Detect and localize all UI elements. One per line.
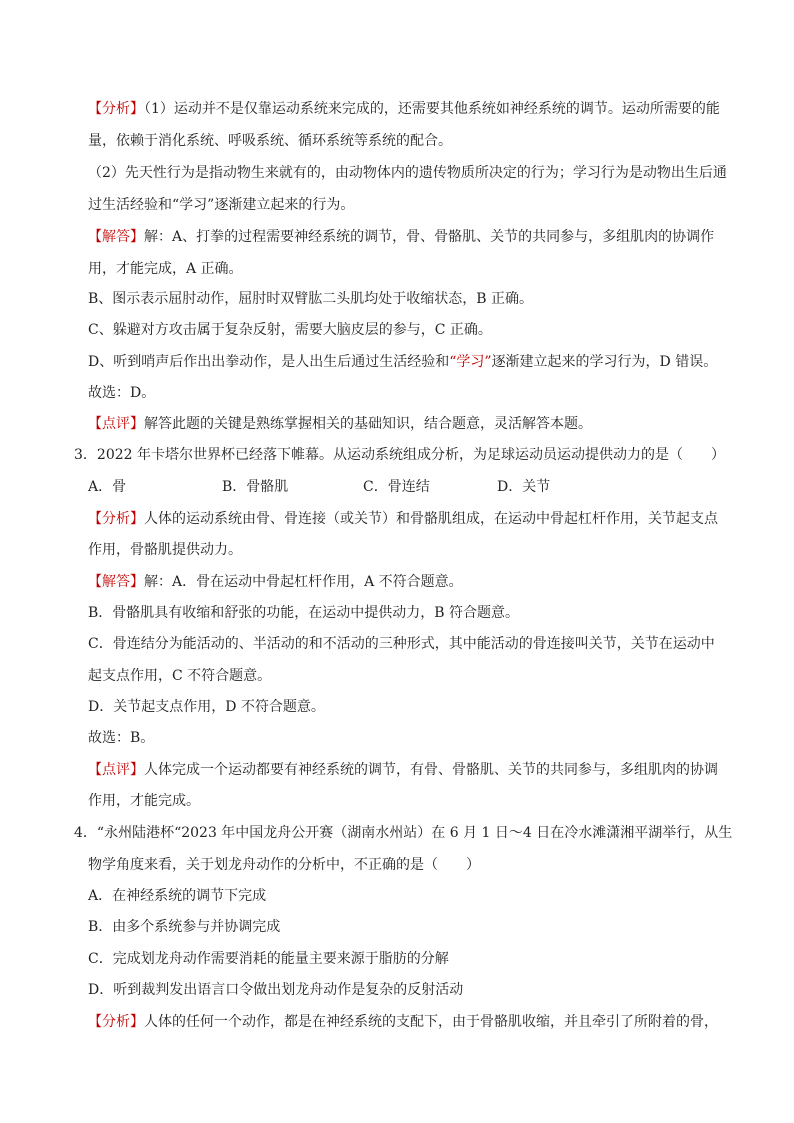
q4-option-b: B．由多个系统参与并协调完成 bbox=[88, 919, 281, 935]
answer-tag: 【解答】 bbox=[88, 229, 144, 245]
q2-analysis-line-4: 过生活经验和“学习”逐渐建立起来的行为。 bbox=[88, 197, 355, 213]
q4-option-d: D．听到裁判发出语言口令做出划龙舟动作是复杂的反射活动 bbox=[88, 982, 464, 998]
q2-answer-text-a1: 解：A、打拳的过程需要神经系统的调节，骨、骨骼肌、关节的共同参与，多组肌肉的协调作 bbox=[144, 229, 715, 245]
answer-tag: 【解答】 bbox=[88, 574, 144, 590]
q2-answer-d-post: 逐渐建立起来的学习行为，D 错误。 bbox=[491, 354, 718, 370]
q3-answer-line-2: B．骨骼肌具有收缩和舒张的功能，在运动中提供动力，B 符合题意。 bbox=[88, 605, 520, 621]
q2-comment-text: 解答此题的关键是熟练掌握相关的基础知识，结合题意，灵活解答本题。 bbox=[144, 416, 592, 432]
comment-tag: 【点评】 bbox=[88, 762, 144, 778]
q3-choose: 故选：B。 bbox=[88, 730, 155, 746]
q3-comment-text-1: 人体完成一个运动都要有神经系统的调节，有骨、骨骼肌、关节的共同参与，多组肌肉的协调 bbox=[144, 762, 718, 778]
analysis-tag: 【分析】 bbox=[88, 1014, 144, 1030]
q2-answer-d-quote: “学习” bbox=[449, 354, 492, 370]
q2-choose: 故选：D。 bbox=[88, 385, 156, 401]
q2-answer-line-2: 用，才能完成，A 正确。 bbox=[88, 261, 243, 277]
q3-analysis-text-1: 人体的运动系统由骨、骨连接（或关节）和骨骼肌组成，在运动中骨起杠杆作用，关节起支点 bbox=[144, 511, 718, 527]
q2-answer-line-3: B、图示表示屈肘动作，屈肘时双臂肱二头肌均处于收缩状态，B 正确。 bbox=[88, 291, 534, 307]
q2-answer-line-5 bbox=[88, 353, 717, 371]
analysis-tag: 【分析】 bbox=[88, 101, 144, 117]
analysis-tag: 【分析】 bbox=[88, 511, 144, 527]
q3-stem: 3．2022 年卡塔尔世界杯已经落下帷幕。从运动系统组成分析，为足球运动员运动提供动力的是（ ） bbox=[74, 447, 725, 463]
q3-analysis-line-1 bbox=[88, 510, 718, 528]
q2-answer-line-4: C、躲避对方攻击属于复杂反射，需要大脑皮层的参与，C 正确。 bbox=[88, 322, 492, 338]
q3-answer-text-a: 解：A．骨在运动中骨起杠杆作用，A 不符合题意。 bbox=[144, 574, 463, 590]
q3-answer-line-4: 起支点作用，C 不符合题意。 bbox=[88, 668, 272, 684]
q3-option-b: B．骨骼肌 bbox=[222, 479, 289, 495]
comment-tag: 【点评】 bbox=[88, 416, 144, 432]
q3-option-a: A．骨 bbox=[88, 479, 127, 495]
q2-analysis-line-2: 量，依赖于消化系统、呼吸系统、循环系统等系统的配合。 bbox=[88, 133, 452, 149]
q2-analysis-text-1a: （1）运动并不是仅靠运动系统来完成的，还需要其他系统如神经系统的调节。运动所需要的能 bbox=[144, 101, 720, 117]
q2-answer-d-pre: D、听到哨声后作出出拳动作，是人出生后通过生活经验和 bbox=[88, 354, 450, 370]
q3-option-c: C．骨连结 bbox=[363, 479, 430, 495]
q3-comment-line-2: 作用，才能完成。 bbox=[88, 793, 200, 809]
q2-comment-line bbox=[88, 415, 592, 433]
q3-analysis-line-2: 作用，骨骼肌提供动力。 bbox=[88, 542, 242, 558]
q3-comment-line-1 bbox=[88, 761, 718, 779]
q3-answer-line-5: D．关节起支点作用，D 不符合题意。 bbox=[88, 699, 325, 715]
q2-analysis-line-1 bbox=[88, 100, 720, 118]
q4-stem-line-1: 4．“永州陆港杯“2023 年中国龙舟公开赛（湖南水州站）在 6 月 1 日～4 日在冷水滩潇湘平湖举行，从生 bbox=[74, 825, 733, 841]
q3-option-d: D．关节 bbox=[497, 479, 551, 495]
q4-analysis-line-1 bbox=[88, 1013, 718, 1031]
q4-option-c: C．完成划龙舟动作需要消耗的能量主要来源于脂肪的分解 bbox=[88, 951, 449, 967]
q2-answer-line-1 bbox=[88, 228, 714, 246]
q3-answer-line-1 bbox=[88, 573, 463, 591]
q4-stem-line-2: 物学角度来看，关于划龙舟动作的分析中，不正确的是（ ） bbox=[88, 857, 480, 873]
q3-answer-line-3: C．骨连结分为能活动的、半活动的和不活动的三种形式，其中能活动的骨连接叫关节，关节在运动中 bbox=[88, 636, 715, 652]
q2-analysis-line-3: （2）先天性行为是指动物生来就有的，由动物体内的遗传物质所决定的行为；学习行为是动物出生后通 bbox=[88, 165, 727, 181]
q4-analysis-text-1: 人体的任何一个动作，都是在神经系统的支配下，由于骨骼肌收缩，并且牵引了所附着的骨， bbox=[144, 1014, 718, 1030]
q4-option-a: A．在神经系统的调节下完成 bbox=[88, 888, 267, 904]
